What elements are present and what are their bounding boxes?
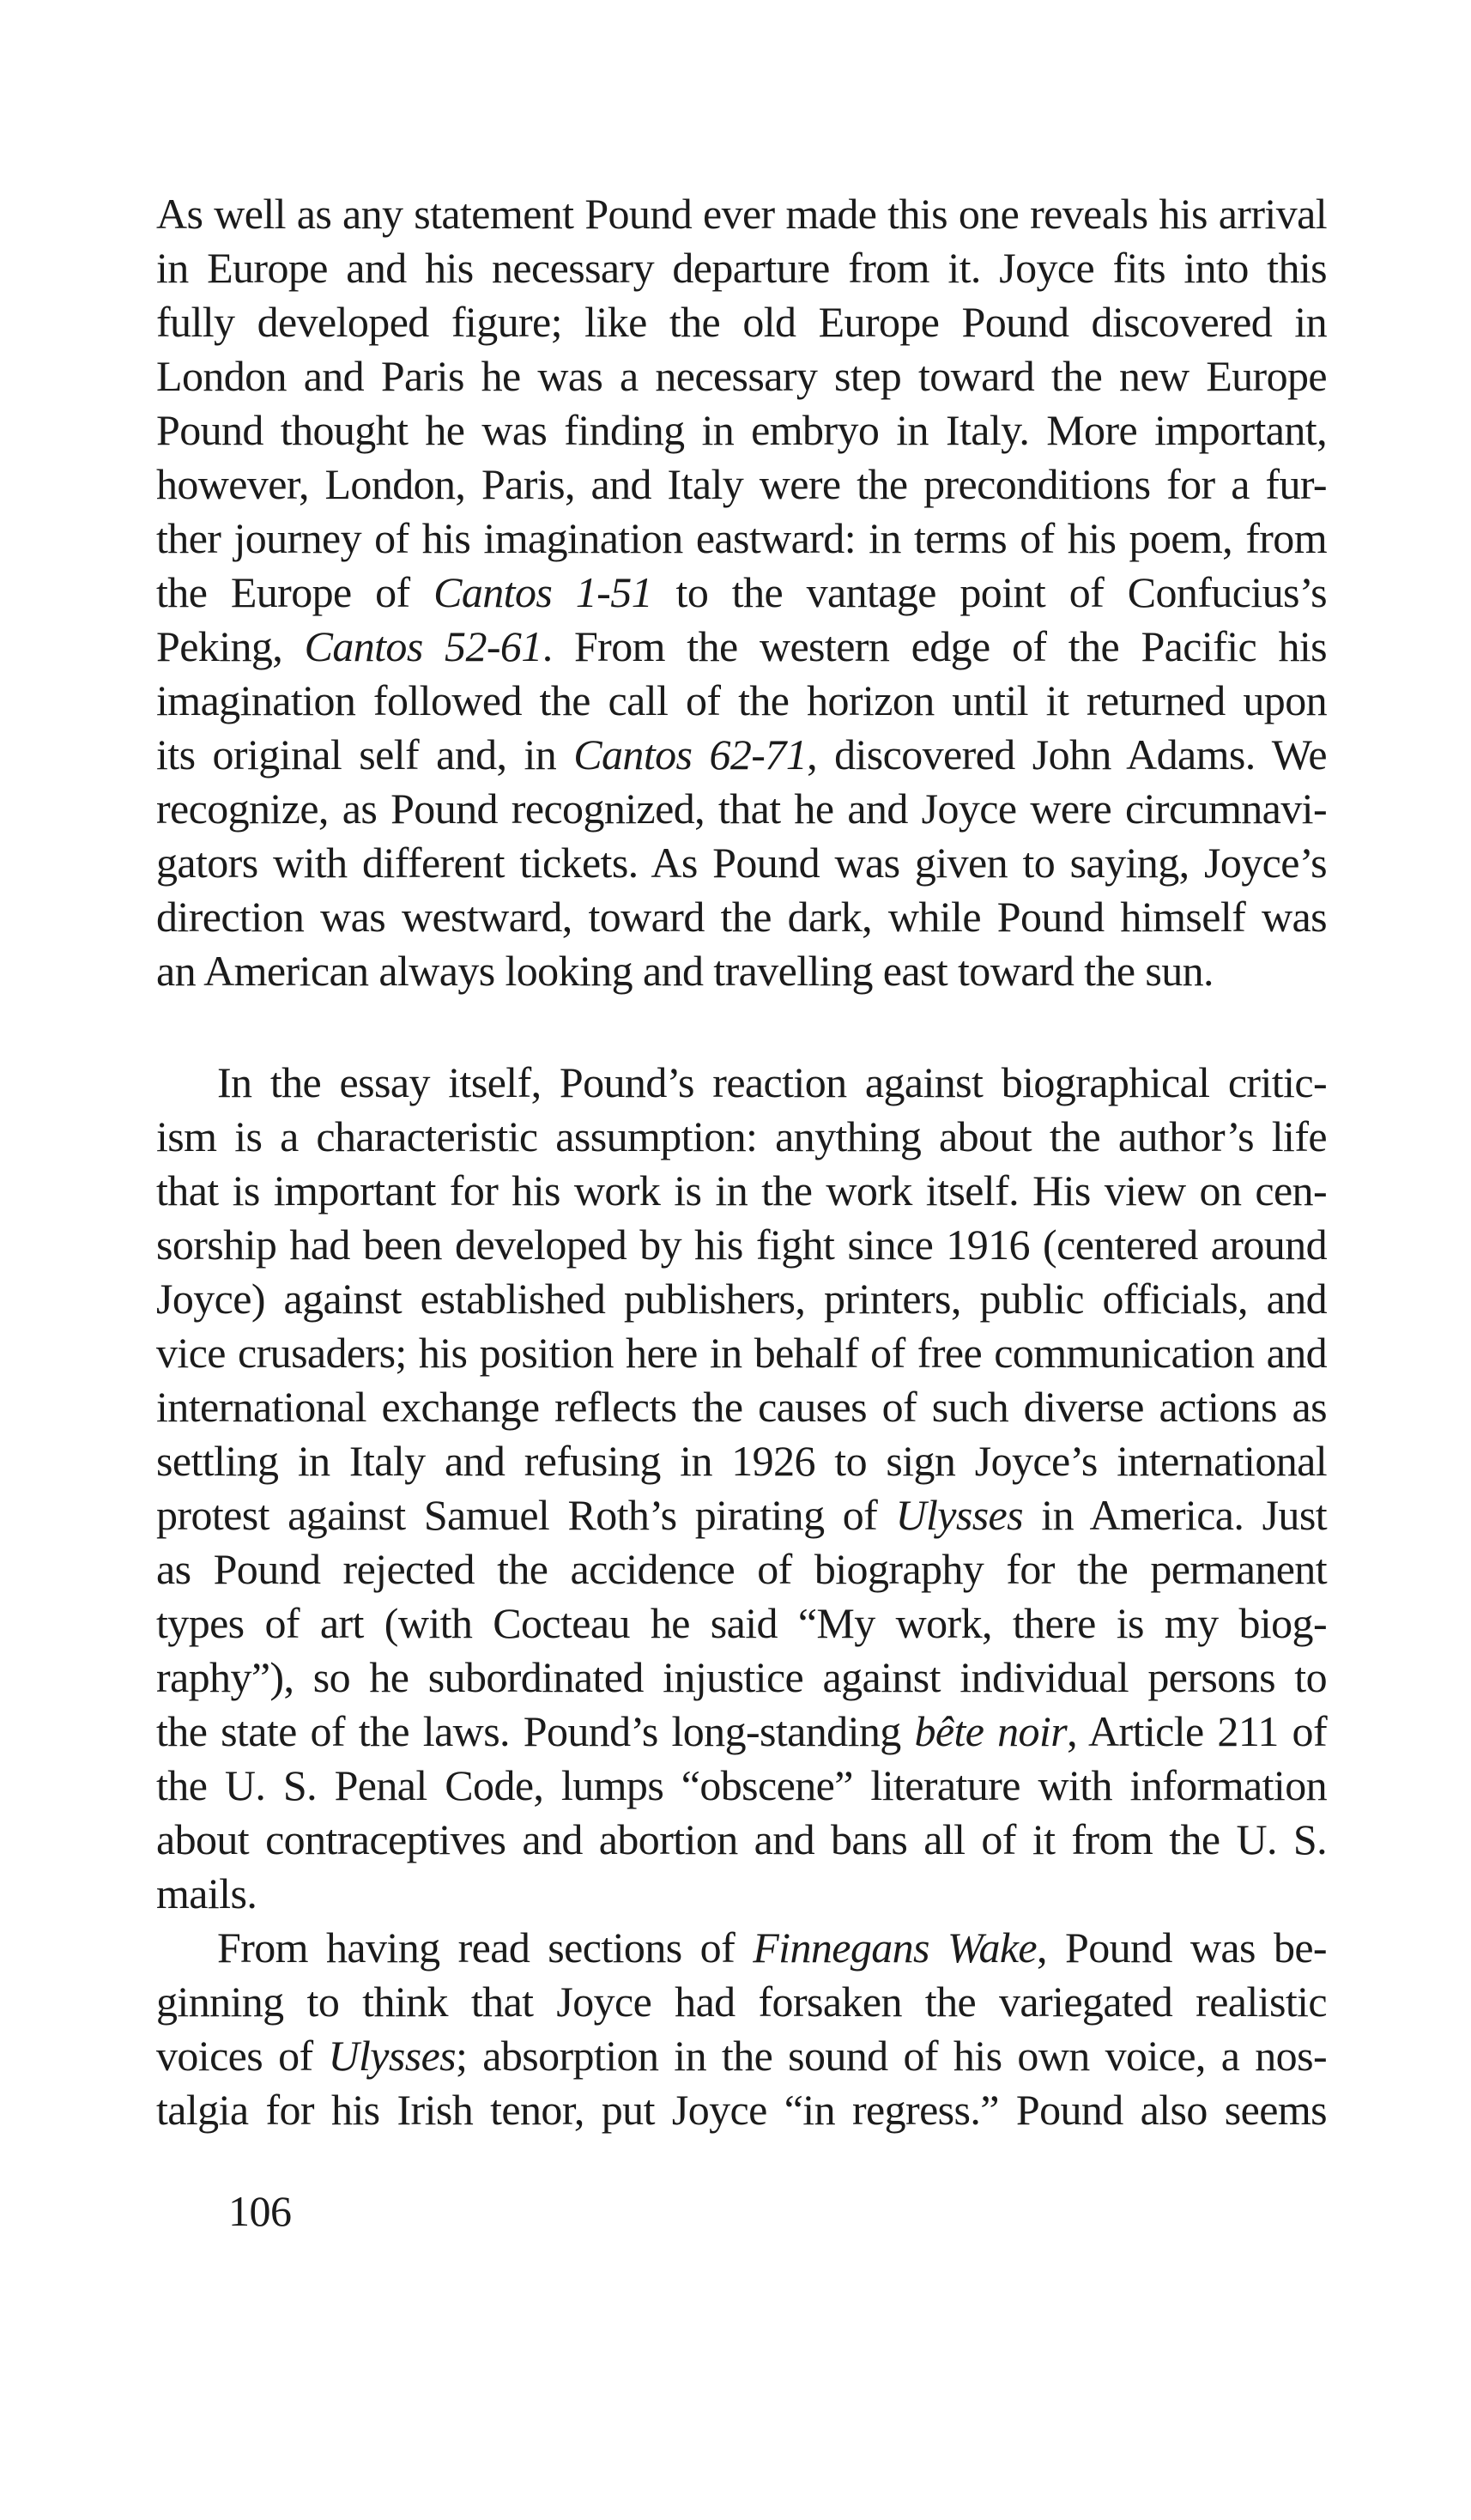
text-line bbox=[156, 566, 1327, 620]
text-segment: in America. Just bbox=[1023, 1491, 1327, 1539]
text-line bbox=[156, 1596, 1327, 1651]
text-line bbox=[156, 674, 1327, 728]
text-segment: Pound thought he was finding in embryo in Italy. More important, bbox=[156, 406, 1327, 454]
italic-title: Ulysses bbox=[328, 2032, 457, 2080]
italic-title: Cantos 62-71 bbox=[573, 730, 808, 778]
text-segment: that is important for his work is in the work itself. His view on cen- bbox=[156, 1166, 1327, 1215]
text-line bbox=[156, 1759, 1327, 1813]
text-line bbox=[156, 944, 1327, 998]
text-segment: its original self and, in bbox=[156, 730, 574, 778]
text-line bbox=[156, 1056, 1327, 1110]
text-line bbox=[156, 295, 1327, 349]
italic-title: Finnegans Wake bbox=[753, 1923, 1038, 1972]
text-segment: sorship had been developed by his fight since 1916 (centered around bbox=[156, 1221, 1327, 1269]
text-segment: imagination followed the call of the horizon until it returned upon bbox=[156, 676, 1327, 724]
text-line bbox=[156, 1705, 1327, 1759]
text-segment: international exchange reflects the causes of such diverse actions as bbox=[156, 1383, 1327, 1431]
italic-title: Cantos 1-51 bbox=[433, 568, 653, 616]
paragraph bbox=[156, 1921, 1327, 2137]
text-line bbox=[156, 349, 1327, 403]
text-line bbox=[156, 890, 1327, 944]
text-segment: mails. bbox=[156, 1869, 257, 1917]
text-segment: , Pound was be- bbox=[1037, 1923, 1327, 1972]
text-segment: raphy”), so he subordinated injustice against individual persons to bbox=[156, 1653, 1327, 1701]
text-line bbox=[156, 1542, 1327, 1596]
text-segment: settling in Italy and refusing in 1926 to sign Joyce’s international bbox=[156, 1437, 1327, 1485]
text-segment: the U. S. Penal Code, lumps “obscene” literature with information bbox=[156, 1761, 1327, 1809]
text-line bbox=[156, 1867, 1327, 1921]
page-number: 106 bbox=[228, 2187, 292, 2235]
text-line bbox=[156, 2083, 1327, 2137]
text-line bbox=[156, 1434, 1327, 1488]
text-segment: to the vantage point of Confucius’s bbox=[652, 568, 1327, 616]
text-segment: , Article 211 of bbox=[1067, 1707, 1327, 1755]
text-line bbox=[156, 2029, 1327, 2083]
text-segment: voices of bbox=[156, 2032, 329, 2080]
text-line bbox=[156, 1272, 1327, 1326]
text-segment: ism is a characteristic assumption: anything about the author’s life bbox=[156, 1112, 1327, 1160]
text-segment: an American always looking and travelling east toward the sun. bbox=[156, 947, 1214, 995]
text-segment: ther journey of his imagination eastward: in terms of his poem, from bbox=[156, 514, 1327, 562]
text-line bbox=[156, 403, 1327, 457]
text-segment: in Europe and his necessary departure from it. Joyce fits into this bbox=[156, 244, 1327, 292]
italic-title: Ulysses bbox=[895, 1491, 1024, 1539]
text-segment: however, London, Paris, and Italy were the preconditions for a fur- bbox=[156, 460, 1327, 508]
text-line bbox=[156, 457, 1327, 512]
text-line bbox=[156, 187, 1327, 241]
text-segment: types of art (with Cocteau he said “My work, there is my biog- bbox=[156, 1599, 1327, 1647]
text-line bbox=[156, 1110, 1327, 1164]
text-segment: ginning to think that Joyce had forsaken the variegated realistic bbox=[156, 1978, 1327, 2026]
text-line bbox=[156, 782, 1327, 836]
text-segment: In the essay itself, Pound’s reaction against biographical critic- bbox=[217, 1058, 1327, 1106]
text-line bbox=[156, 620, 1327, 674]
text-segment: protest against Samuel Roth’s pirating of bbox=[156, 1491, 896, 1539]
text-segment: talgia for his Irish tenor, put Joyce “in regress.” Pound also seems bbox=[156, 2086, 1327, 2134]
text-line bbox=[156, 1651, 1327, 1705]
text-segment: about contraceptives and abortion and bans all of it from the U. S. bbox=[156, 1815, 1327, 1863]
paragraph bbox=[156, 187, 1327, 998]
text-line bbox=[156, 1921, 1327, 1975]
text-segment: ; absorption in the sound of his own voice, a nos- bbox=[456, 2032, 1327, 2080]
paragraph bbox=[156, 1056, 1327, 1921]
text-segment: Joyce) against established publishers, printers, public officials, and bbox=[156, 1275, 1327, 1323]
text-line bbox=[156, 1380, 1327, 1434]
italic-title: Cantos 52-61 bbox=[304, 622, 542, 670]
body-text bbox=[156, 187, 1327, 2137]
text-line bbox=[156, 1164, 1327, 1218]
text-segment: direction was westward, toward the dark, while Pound himself was bbox=[156, 893, 1327, 941]
text-segment: From having read sections of bbox=[217, 1923, 754, 1972]
text-segment: As well as any statement Pound ever made this one reveals his arrival bbox=[156, 190, 1327, 238]
text-segment: fully developed figure; like the old Europe Pound discovered in bbox=[156, 298, 1327, 346]
text-segment: as Pound rejected the accidence of biography for the permanent bbox=[156, 1545, 1327, 1593]
text-segment: , discovered John Adams. We bbox=[807, 730, 1327, 778]
text-segment: vice crusaders; his position here in behalf of free communication and bbox=[156, 1329, 1327, 1377]
text-line bbox=[156, 1326, 1327, 1380]
text-segment: the state of the laws. Pound’s long-standing bbox=[156, 1707, 915, 1755]
text-line bbox=[156, 1488, 1327, 1542]
text-line bbox=[156, 836, 1327, 890]
text-segment: the Europe of bbox=[156, 568, 434, 616]
text-segment: gators with different tickets. As Pound was given to saying, Joyce’s bbox=[156, 839, 1327, 887]
text-segment: . From the western edge of the Pacific his bbox=[542, 622, 1328, 670]
text-line bbox=[156, 1813, 1327, 1867]
text-segment: recognize, as Pound recognized, that he and Joyce were circumnavi- bbox=[156, 784, 1327, 833]
text-line bbox=[156, 1975, 1327, 2029]
text-line bbox=[156, 512, 1327, 566]
text-line bbox=[156, 1218, 1327, 1272]
text-line bbox=[156, 241, 1327, 295]
text-line bbox=[156, 728, 1327, 782]
italic-title: bête noir bbox=[914, 1707, 1068, 1755]
text-segment: London and Paris he was a necessary step toward the new Europe bbox=[156, 352, 1327, 400]
text-segment: Peking, bbox=[156, 622, 305, 670]
